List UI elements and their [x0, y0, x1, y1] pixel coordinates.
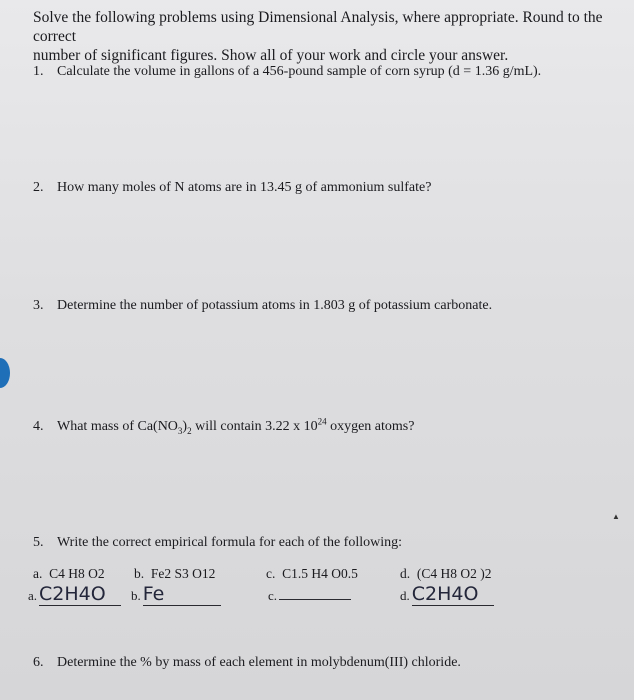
answer-a: a. C2H4O	[28, 583, 121, 606]
answer-b-value: Fe	[143, 583, 221, 606]
option-d: d. (C4 H8 O2 )2	[400, 566, 492, 581]
question-6-text: Determine the % by mass of each element in molybdenum(III) chloride.	[57, 655, 461, 670]
cursor-arrow-icon: ▲	[612, 512, 620, 521]
option-c: c. C1.5 H4 O0.5	[266, 566, 358, 581]
instructions	[33, 8, 623, 65]
answer-a-value: C2H4O	[39, 583, 121, 606]
answer-c: c.	[268, 583, 351, 605]
question-1-text: Calculate the volume in gallons of a 456-pound sample of corn syrup (d = 1.36 g/mL).	[57, 64, 542, 79]
question-3: 3. Determine the number of potassium atoms in 1.803 g of potassium carbonate.	[33, 298, 493, 313]
answer-d-value: C2H4O	[412, 583, 494, 606]
option-a: a. C4 H8 O2	[33, 566, 105, 581]
question-2: 2. How many moles of N atoms are in 13.45 g of ammonium sulfate?	[33, 180, 432, 195]
answer-c-value	[279, 599, 351, 600]
question-2-text: How many moles of N atoms are in 13.45 g of ammonium sulfate?	[57, 180, 432, 195]
option-b: b. Fe2 S3 O12	[134, 566, 216, 581]
question-4: 4. What mass of $Ca(NO_3)_2$ will contain 3.22 x $10^{24}$ oxygen atoms?	[33, 416, 415, 436]
question-5-text: Write the correct empirical formula for each of the following:	[57, 535, 403, 550]
question-1: 1. Calculate the volume in gallons of a 456-pound sample of corn syrup (d = 1.36 g/mL).	[33, 64, 542, 79]
question-3-text: Determine the number of potassium atoms in 1.803 g of potassium carbonate.	[57, 298, 493, 313]
answer-d: d. C2H4O	[400, 583, 494, 606]
question-5: 5. Write the correct empirical formula for each of the following:	[33, 535, 403, 550]
instructions-line-2: number of significant figures. Show all of your work and circle your answer.	[33, 47, 509, 64]
instructions-line-1: Solve the following problems using Dimensional Analysis, where appropriate. Round to the correct	[33, 9, 603, 45]
question-6: 6. Determine the % by mass of each element in molybdenum(III) chloride.	[33, 655, 461, 670]
answer-b: b. Fe	[131, 583, 221, 606]
question-4-text: What mass of $Ca(NO_3)_2$ will contain 3.22 x $10^{24}$ oxygen atoms?	[57, 416, 415, 436]
blue-marker-dot	[0, 358, 10, 388]
